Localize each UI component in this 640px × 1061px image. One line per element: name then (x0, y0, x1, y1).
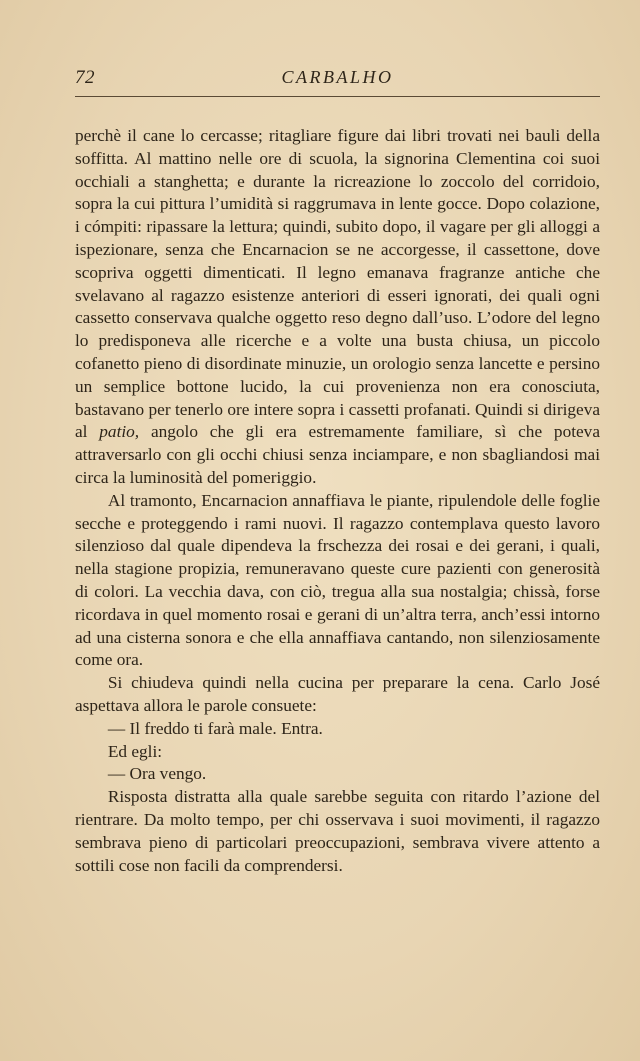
body-text (75, 125, 600, 877)
dialogue-line-3: — Ora vengo. (107, 764, 207, 784)
italic-word-patio: patio, (99, 422, 140, 442)
dialogue-line-1: — Il freddo ti farà male. Entra. (107, 718, 323, 738)
running-head: CARBALHO (281, 67, 394, 87)
book-page (75, 62, 600, 877)
dialogue-line-2: Ed egli: (107, 741, 163, 761)
page-number: 72 (75, 67, 95, 88)
paragraph-4: Risposta distratta alla quale sarebbe seguita con ritardo l’azione del rientrare. Da molto tempo, per chi osservava i suoi movimenti, il ragazzo sembrava pieno di particolari preoccupazioni, sembrava vivere attento a sottili cose non facili da comprendersi. (75, 787, 600, 875)
paragraph-1-text: perchè il cane lo cercasse; ritagliare figure dai libri trovati nei bauli della soffitta. Al mattino nelle ore di scuola, la signorina Clementina coi suoi occhiali a stanghetta; e durante la ricreazione lo zoccolo del corridoio, sopra la cui pittura l’umidità si raggrumava in lente gocce. Dopo colazione, i cómpiti: ripassare la lettura; quindi, subito dopo, il vagare per gli alloggi a ispezionare, senza che Encarnacion se ne accorgesse, il cassettone, dove scopriva oggetti dimenticati. Il legno emanava fragranze antiche che svelavano al ragazzo esistenze anteriori di esseri ignorati, dei quali ogni cassetto conservava qualche oggetto reso degno dall’uso. L’odore del legno lo predisponeva alle ricerche e a volte una busta chiusa, un piccolo cofanetto pieno di disordinate minuzie, un orologio senza lancette e persino un semplice bottone lucido, la cui provenienza non era conosciuta, bastavano per tenerlo ore intere sopra i cassetti profanati. Quindi si dirigeva al (75, 126, 600, 442)
paragraph-3: Si chiudeva quindi nella cucina per preparare la cena. Carlo José aspettava allora le parole consuete: (75, 673, 600, 715)
paragraph-1 (75, 125, 600, 490)
paragraph-2: Al tramonto, Encarnacion annaffiava le piante, ripulendole delle foglie secche e proteggendo i rami nuovi. Il ragazzo contemplava questo lavoro silenzioso dal quale dipendeva la frschezza dei rosai e dei gerani, i quali, nella stagione propizia, remuneravano queste cure pazienti con generosità di colori. La vecchia dava, con ciò, tregua alla sua nostalgia; chissà, forse ricordava in quel momento rosai e gerani di un’altra terra, anch’essi intorno ad una cisterna sonora e che ella annaffiava cantando, non silenziosamente come ora. (75, 490, 600, 670)
paragraph-1-text-end: angolo che gli era estremamente familiare, sì che poteva attraversarlo con gli occhi chiusi senza inciampare, e non sbagliandosi mai circa la luminosità del pomeriggio. (75, 422, 600, 487)
page-header (75, 62, 600, 97)
